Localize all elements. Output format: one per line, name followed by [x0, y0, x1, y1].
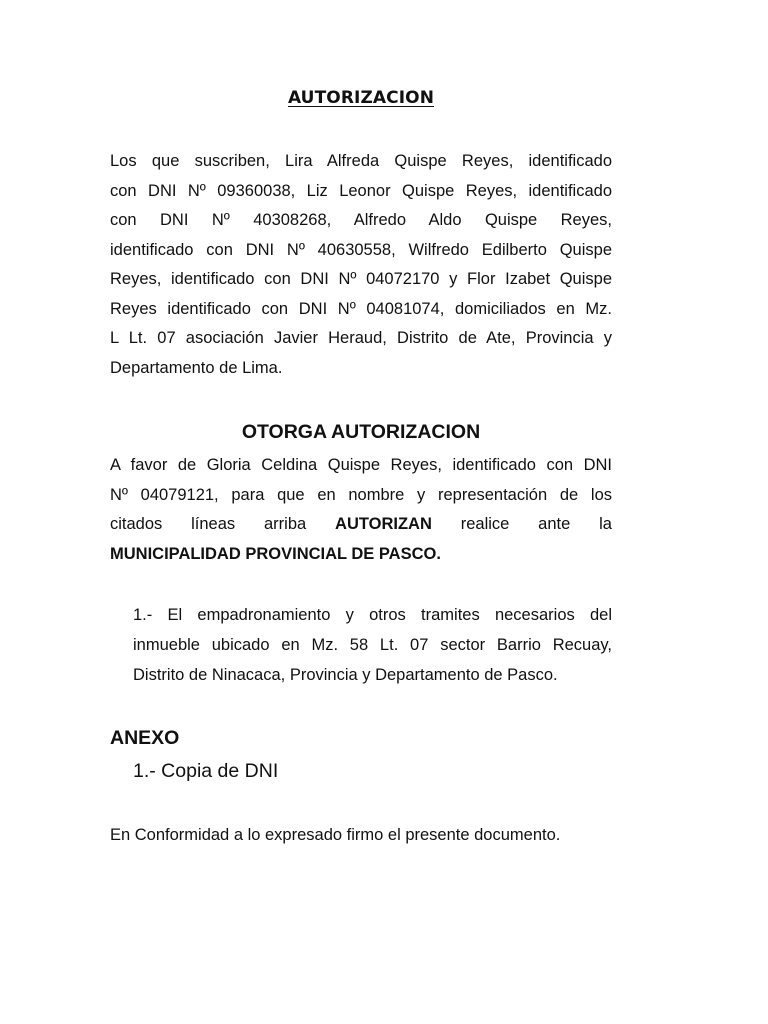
closing-statement: En Conformidad a lo expresado firmo el presente documento.: [110, 826, 561, 844]
intro-line: Los que suscriben, Lira Alfreda Quispe Reyes, identificado: [110, 152, 612, 170]
grant-line: Nº 04079121, para que en nombre y representación de los: [110, 485, 612, 504]
grant-line-text: citados líneas arriba: [110, 515, 307, 533]
numbered-item: [133, 600, 612, 690]
item-line: Distrito de Ninacaca, Provincia y Departamento de Pasco.: [133, 666, 558, 684]
item-line: inmueble ubicado en Mz. 58 Lt. 07 sector Barrio Recuay,: [133, 636, 612, 654]
intro-line: Departamento de Lima.: [110, 358, 283, 377]
anexo-heading: ANEXO: [110, 727, 180, 749]
municipality-name: MUNICIPALIDAD PROVINCIAL DE PASCO.: [110, 544, 441, 563]
intro-paragraph: [110, 147, 612, 383]
autorizan-emphasis: AUTORIZAN: [335, 515, 432, 533]
anexo-item: 1.- Copia de DNI: [133, 760, 279, 782]
document-title: AUTORIZACION: [287, 88, 435, 108]
grant-paragraph: [110, 451, 612, 569]
intro-line: con DNI Nº 09360038, Liz Leonor Quispe Reyes, identificado: [110, 181, 612, 200]
grant-line-text: realice ante la: [460, 515, 612, 533]
item-line: 1.- El empadronamiento y otros tramites necesarios del: [133, 606, 612, 624]
intro-line: con DNI Nº 40308268, Alfredo Aldo Quispe Reyes,: [110, 211, 612, 229]
intro-line: Reyes, identificado con DNI Nº 04072170 y Flor Izabet Quispe: [110, 270, 612, 288]
grant-line: A favor de Gloria Celdina Quispe Reyes, identificado con DNI: [110, 456, 612, 474]
intro-line: L Lt. 07 asociación Javier Heraud, Distrito de Ate, Provincia y: [110, 329, 612, 347]
grant-line: [110, 510, 612, 540]
intro-line: identificado con DNI Nº 40630558, Wilfredo Edilberto Quispe: [110, 240, 612, 259]
section-heading: OTORGA AUTORIZACION: [241, 421, 481, 443]
intro-line: Reyes identificado con DNI Nº 04081074, domiciliados en Mz.: [110, 299, 612, 318]
